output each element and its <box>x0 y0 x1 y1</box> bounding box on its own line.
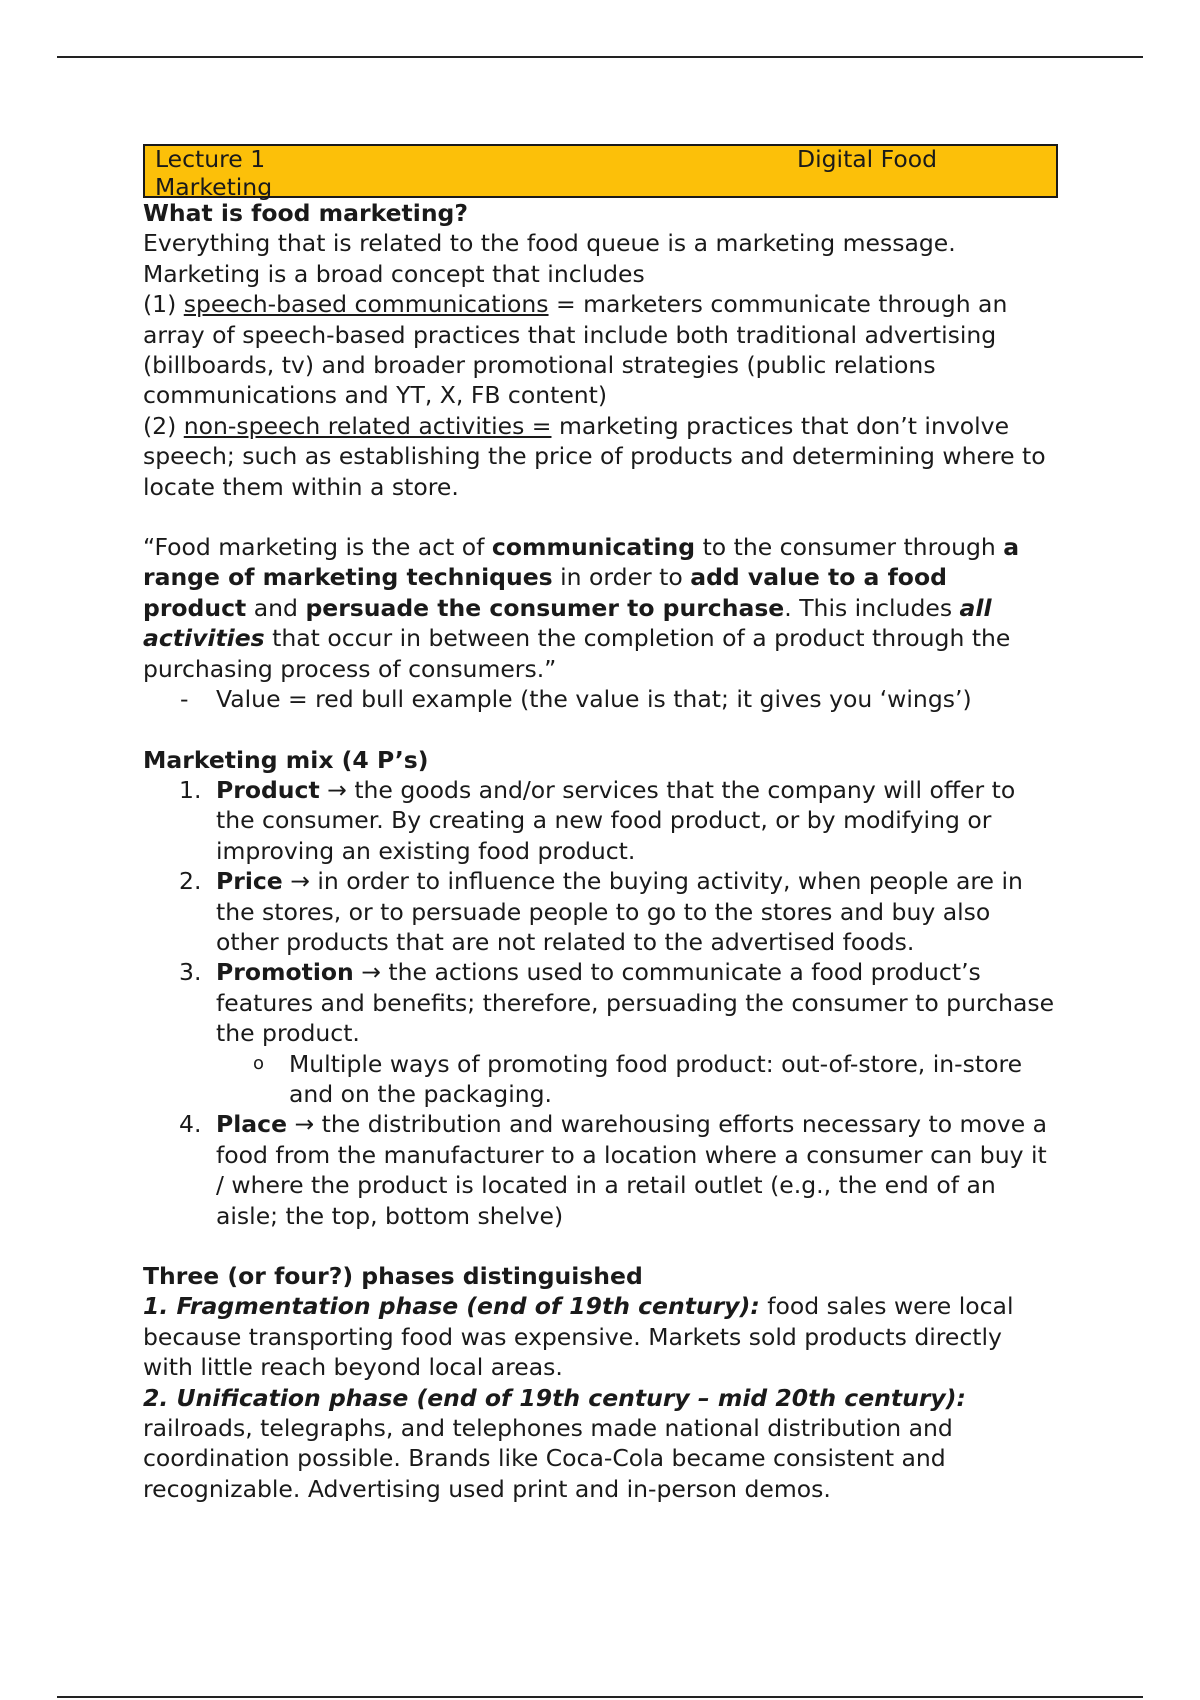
circle-bullet: o <box>253 1052 265 1074</box>
list-item-place: 4. Place → the distribution and warehousing efforts necessary to move a food from the manufacturer to a location where a consumer can buy it / where the product is located in a retail outlet (e.g., the end of an aisle; the top, bottom shelve) <box>179 1110 1048 1230</box>
arrow-icon: → <box>287 1110 322 1139</box>
top-rule <box>57 56 1143 58</box>
list-item: o Multiple ways of promoting food product: out-of-store, in-store and on the packaging. <box>253 1049 1023 1108</box>
intro-sentence-2: Marketing is a broad concept that includes <box>143 259 645 288</box>
arrow-icon: → <box>319 775 355 804</box>
lecture-header-box <box>143 144 1058 201</box>
header-lecture-label: Lecture 1 <box>155 145 266 173</box>
arrow-icon: → <box>353 958 389 987</box>
phase-unification: 2. Unification phase (end of 19th century – mid 20th century): railroads, telegraphs, and telephones made national distribution and coordination possible. Brands like Coca-Cola became consistent and recognizable. Advertising used print and in-person demos. <box>143 1383 966 1503</box>
section-heading-food-marketing: What is food marketing? <box>143 199 469 227</box>
header-course-title: Digital Food <box>797 145 938 173</box>
speech-based-term: speech-based communications <box>183 290 549 319</box>
list-item-price: 2. Price → in order to influence the buying activity, when people are in the stores, or to persuade people to go to the stores and buy also other products that are not related to the advertised foods. <box>179 867 1023 956</box>
list-item: - Value = red bull example (the value is that; it gives you ‘wings’) <box>180 685 972 714</box>
list-item-product: 1. Product → the goods and/or services that the company will offer to the consumer. By creating a new food product, or by modifying or improving an existing food product. <box>179 775 1016 865</box>
speech-based-item: (1) speech-based communications = marketers communicate through an array of speech-based practices that include both traditional advertising (billboards, tv) and broader promotional strategies (public relations communications and YT, X, FB content) <box>143 290 1008 410</box>
value-bullet-list <box>143 684 1058 714</box>
list-item-promotion: 3. Promotion → the actions used to communicate a food product’s features and benefits; therefore, persuading the consumer to purchase the product. o Multiple ways of promoting food product: out-of-store, in-store and on the packaging. <box>143 957 1058 1109</box>
definition-quote: “Food marketing is the act of communicating to the consumer through a range of marketing techniques in order to add value to a food product and persuade the consumer to purchase. This includes all activities that occur in between the completion of a product through the purchasing process of consumers.” <box>143 533 1020 683</box>
arrow-icon: → <box>282 867 318 896</box>
non-speech-term: non-speech related activities = <box>183 411 552 440</box>
phase-fragmentation: 1. Fragmentation phase (end of 19th century): food sales were local because transporting food was expensive. Markets sold products directly with little reach beyond local areas. <box>143 1292 1014 1382</box>
document-body <box>143 144 1058 1504</box>
promotion-sub-list <box>143 1049 1058 1110</box>
header-left <box>155 145 272 201</box>
section-heading-phases: Three (or four?) phases distinguished <box>143 1262 643 1290</box>
marketing-mix-list <box>143 775 1058 1231</box>
dash-bullet: - <box>180 685 189 714</box>
header-topic-label: Marketing <box>155 173 273 201</box>
bottom-rule <box>57 1696 1143 1698</box>
section-heading-marketing-mix: Marketing mix (4 P’s) <box>143 745 429 774</box>
intro-sentence: Everything that is related to the food queue is a marketing message. <box>143 229 956 258</box>
non-speech-item: (2) non-speech related activities = marketing practices that don’t involve speech; such as establishing the price of products and determining where to locate them within a store. <box>143 411 1046 501</box>
